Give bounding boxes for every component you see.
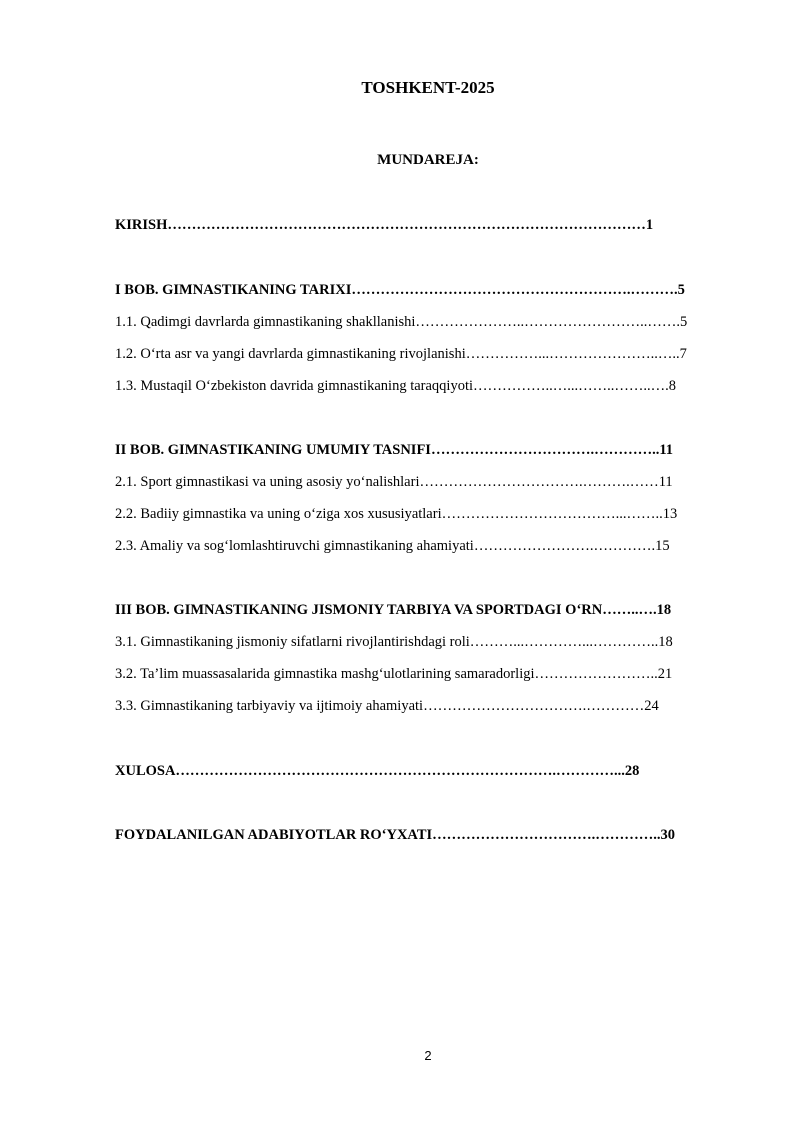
toc-entry-1-3: 1.3. Mustaqil O‘zbekiston davrida gimnastikaning taraqqiyoti……………..…...……..……..….8 (115, 378, 677, 394)
toc-title: MUNDAREJA: (377, 152, 479, 168)
toc-entry-1-2: 1.2. O‘rta asr va yangi davrlarda gimnastikaning rivojlanishi……………...…………………..…..7 (115, 346, 687, 362)
page-number: 2 (424, 1048, 432, 1063)
toc-entry-introduction: KIRISH………………………………………………………………………………………1 (115, 217, 654, 233)
toc-entry-2-3: 2.3. Amaliy va sog‘lomlashtiruvchi gimnastikaning ahamiyati…………………….………….15 (115, 538, 670, 554)
toc-entry-references: FOYDALANILGAN ADABIYOTLAR RO‘YXATI…………………………….…………..30 (115, 827, 676, 843)
toc-entry-3-3: 3.3. Gimnastikaning tarbiyaviy va ijtimoiy ahamiyati…………………………….…………24 (115, 698, 659, 714)
toc-entry-1-1: 1.1. Qadimgi davrlarda gimnastikaning shakllanishi…………………..……………………..…….5 (115, 314, 688, 330)
toc-entry-chapter-2: II BOB. GIMNASTIKANING UMUMIY TASNIFI…………………………….…………..11 (115, 442, 674, 458)
toc-entry-conclusion: XULOSA…………………………………………………………………….…………...28 (115, 763, 640, 779)
toc-entry-chapter-1: I BOB. GIMNASTIKANING TARIXI………………………………………………….……….5 (115, 282, 685, 298)
toc-entry-chapter-3: III BOB. GIMNASTIKANING JISMONIY TARBIYA VA SPORTDAGI O‘RN……..….18 (115, 602, 672, 618)
toc-entry-3-2: 3.2. Ta’lim muassasalarida gimnastika mashg‘ulotlarining samaradorligi……………………..21 (115, 666, 673, 682)
toc-entry-2-1: 2.1. Sport gimnastikasi va uning asosiy yo‘nalishlari…………………………….……….……11 (115, 474, 673, 490)
toc-entry-3-1: 3.1. Gimnastikaning jismoniy sifatlarni rivojlantirishdagi roli………...…………...…………..18 (115, 634, 673, 650)
city-year-heading: TOSHKENT-2025 (361, 78, 495, 97)
toc-entry-2-2: 2.2. Badiiy gimnastika va uning o‘ziga xos xususiyatlari………………………………...……..13 (115, 506, 678, 522)
